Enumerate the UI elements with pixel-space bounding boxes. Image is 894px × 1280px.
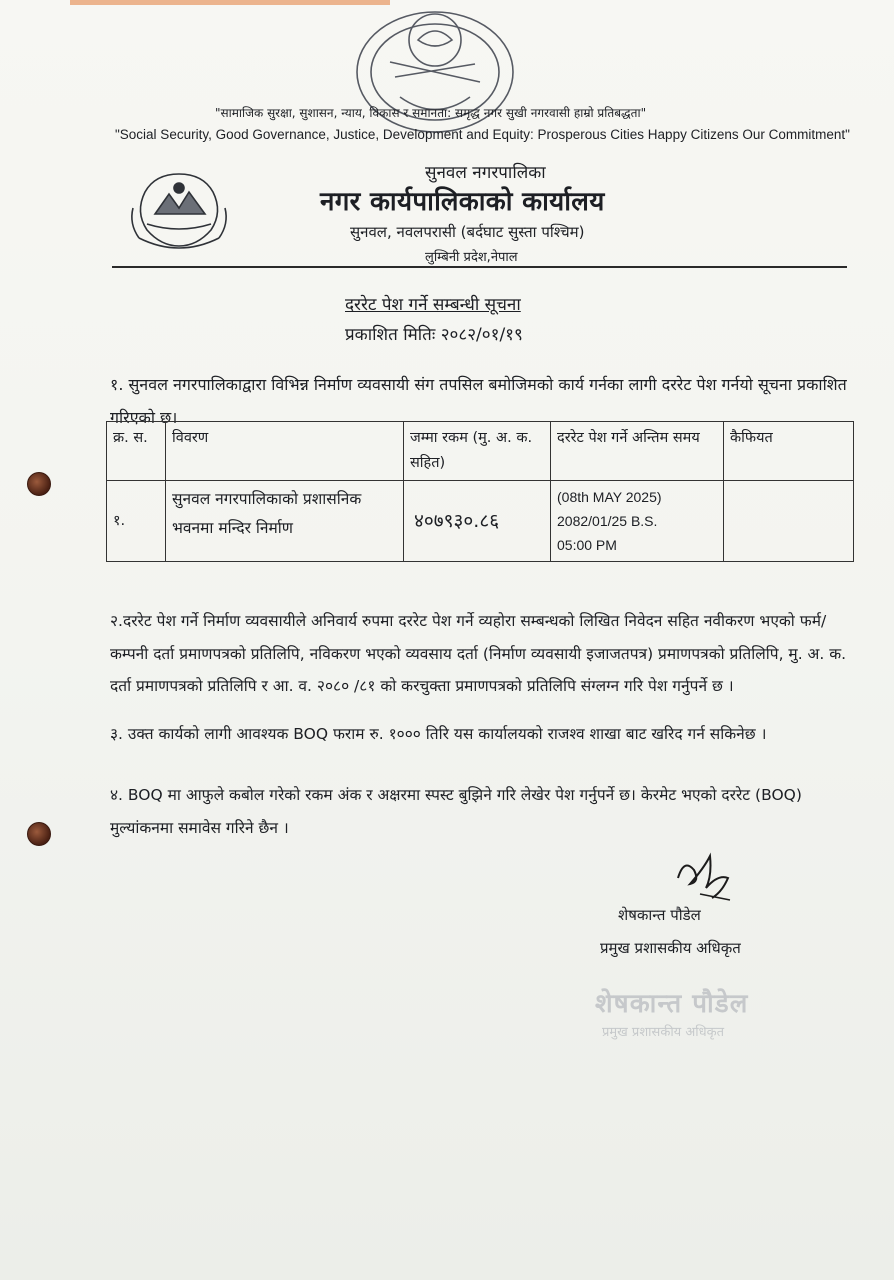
province-name: लुम्बिनी प्रदेश,नेपाल — [425, 250, 518, 265]
published-date: प्रकाशित मितिः २०८२/०१/१९ — [345, 325, 523, 345]
header-description: विवरण — [166, 422, 404, 481]
punch-hole-top — [27, 472, 51, 496]
municipality-name: सुनवल नगरपालिका — [425, 163, 546, 183]
signatory-title: प्रमुख प्रशासकीय अधिकृत — [600, 939, 741, 957]
office-address: सुनवल, नवलपरासी (बर्दघाट सुस्ता पश्चिम) — [350, 223, 585, 241]
motto-english: "Social Security, Good Governance, Justice, Development and Equity: Prosperous Cities Happy Citizens Our Commitment" — [115, 127, 850, 142]
table-header-row — [107, 422, 854, 481]
notice-paragraph-3: ३. उक्त कार्यको लागी आवश्यक BOQ फराम रु. १००० तिरि यस कार्यालयको राजश्व शाखा बाट खरिद गर्न सकिनेछ । — [110, 725, 767, 743]
name-stamp — [580, 980, 792, 1048]
notice-paragraph-2: २.दररेट पेश गर्ने निर्माण व्यवसायीले अनिवार्य रुपमा दररेट पेश गर्ने व्यहोरा सम्बन्धको लिखित निवेदन सहित नवीकरण भएको फर्म/ कम्पनी दर्ता प्रमाणपत्रको प्रतिलिपि, नविकरण भएको व्यवसाय दर्ता (निर्माण व्यवसायी इजाजतपत्र) प्रमाणपत्रको प्रतिलिपि, मु. अ. क. दर्ता प्रमाणपत्रको प्रतिलिपि र आ. व. २०८० /८१ को करचुक्ता प्रमाणपत्रको प्रतिलिपि संग्लग्न गरि पेश गर्नुपर्ने छ । — [110, 612, 847, 695]
notice-title: दररेट पेश गर्ने सम्बन्धी सूचना — [345, 295, 521, 315]
nepal-emblem-logo — [125, 168, 233, 254]
cell-amount: ४०७९३०.८६ — [404, 481, 551, 562]
header-remarks: कैफियत — [724, 422, 854, 481]
header-amount: जम्मा रकम (मु. अ. क. सहित) — [404, 422, 551, 481]
deadline-time: 05:00 PM — [557, 537, 617, 553]
motto-nepali: "सामाजिक सुरक्षा, सुशासन, न्याय, विकास र समानता: समृद्ध नगर सुखी नगरवासी हाम्रो प्रतिबद्धता" — [215, 106, 647, 120]
header-divider — [112, 266, 847, 268]
bid-table — [106, 421, 854, 562]
notice-paragraph-4: ४. BOQ मा आफुले कबोल गरेको रकम अंक र अक्षरमा स्पस्ट बुझिने गरि लेखेर पेश गर्नुपर्ने छ। केरमेट भएको दररेट (BOQ) मुल्यांकनमा समावेस गरिने छैन । — [110, 786, 802, 837]
header-serial: क्र. स. — [107, 422, 166, 481]
cell-remarks — [724, 481, 854, 562]
notice-paragraph-1: १. सुनवल नगरपालिकाद्वारा विभिन्न निर्माण व्यवसायी संग तपसिल बमोजिमको कार्य गर्नका लागी दररेट पेश गर्नयो सूचना प्रकाशित गरिएको छ। — [110, 375, 847, 427]
stamp-title: प्रमुख प्रशासकीय अधिकृत — [602, 1025, 725, 1040]
deadline-date-bs: 2082/01/25 B.S. — [557, 513, 658, 529]
stamp-name: शेषकान्त पौडेल — [595, 989, 749, 1019]
signatory-name: शेषकान्त पौडेल — [618, 906, 701, 924]
header-deadline: दररेट पेश गर्ने अन्तिम समय — [551, 422, 724, 481]
office-title: नगर कार्यपालिकाको कार्यालय — [320, 187, 605, 217]
handwritten-signature — [670, 848, 740, 908]
punch-hole-bottom — [27, 822, 51, 846]
cell-description: सुनवल नगरपालिकाको प्रशासनिक भवनमा मन्दिर निर्माण — [166, 481, 404, 562]
deadline-date-ad: (08th MAY 2025) — [557, 489, 662, 505]
cell-serial: १. — [107, 481, 166, 562]
municipal-seal-stamp — [340, 2, 530, 142]
table-row — [107, 481, 854, 562]
cell-deadline — [551, 481, 724, 562]
